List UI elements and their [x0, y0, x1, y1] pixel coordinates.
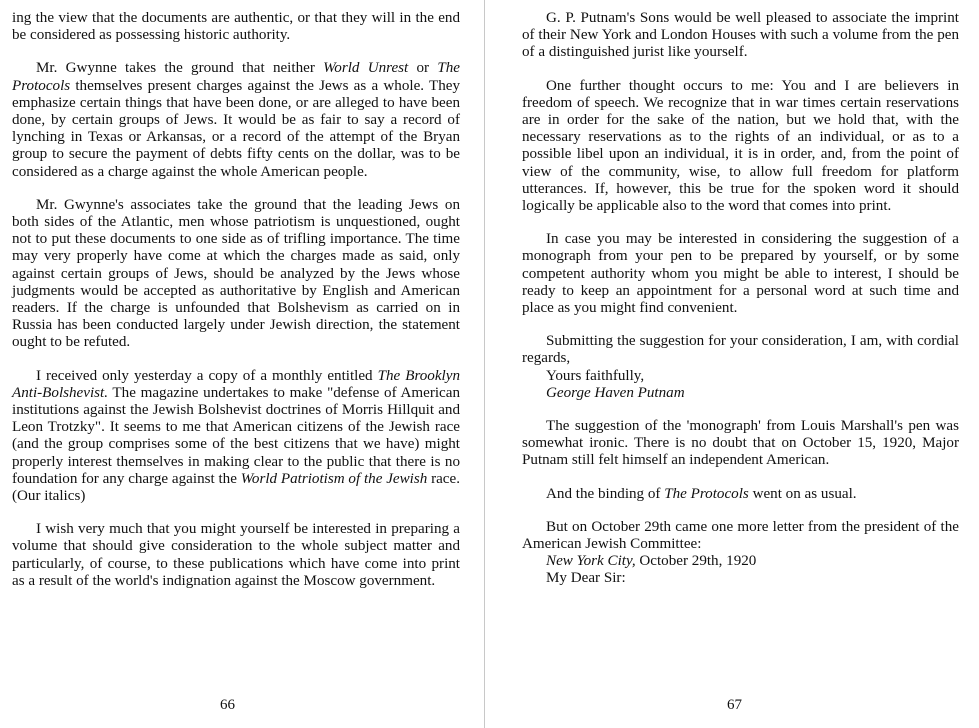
left-paragraph-3: Mr. Gwynne's associates take the ground that the leading Jews on both sides of the Atlantic, men whose patriotism is unquestioned, ought not to put these documents to one side as of trifling importance. The time may very properly have come at which the charges made as said, only against certain groups of Jews, should be analyzed by the Jews whose judgments would be accepted as authoritative by English and American readers. If the charge is unfounded that Bolshevism as carried on in Russia has been conducted largely under Jewish direction, the statement ought to be refuted. — [12, 196, 460, 351]
letter-salutation: My Dear Sir: — [546, 570, 626, 587]
right-page — [486, 0, 979, 728]
book-gutter — [484, 0, 485, 728]
right-paragraph-7: But on October 29th came one more letter from the president of the American Jewish Committee: — [522, 518, 959, 553]
page-number-right: 67 — [727, 697, 742, 713]
letter-dateline: New York City, October 29th, 1920 — [546, 553, 757, 570]
left-paragraph-4: I received only yesterday a copy of a monthly entitled The Brooklyn Anti-Bolshevist. The magazine undertakes to make "defense of American institutions against the Jewish Bolshevist doctrines of Morris Hillquit and Leon Trotzky". It seems to me that American citizens of the Jewish race (and the group comprises some of the best citizens that we have) might properly interest themselves in making clear to the public that there is no foundation for any charge against the World Patriotism of the Jewish race. (Our italics) — [12, 367, 460, 505]
right-paragraph-1: G. P. Putnam's Sons would be well pleased to associate the imprint of their New York and London Houses with such a volume from the pen of a distinguished jurist like yourself. — [522, 10, 959, 61]
right-paragraph-6: And the binding of The Protocols went on as usual. — [546, 485, 857, 502]
left-page — [0, 0, 484, 728]
letter-closing: Yours faithfully, — [546, 367, 645, 384]
page-number-left: 66 — [220, 697, 235, 713]
left-paragraph-1: ing the view that the documents are authentic, or that they will in the end be considered as possessing historic authority. — [12, 10, 460, 44]
left-paragraph-2: Mr. Gwynne takes the ground that neither World Unrest or The Protocols themselves present charges against the Jews as a whole. They emphasize certain things that have been done, or are alleged to have been done, by certain groups of Jews. It would be as fair to say a record of lynching in Texas or Arkansas, or a record of the attempt of the Bryan group to secure the payment of debts fifty cents on the dollar, was to be considered as a charge against the whole American people. — [12, 60, 460, 180]
right-paragraph-3: In case you may be interested in considering the suggestion of a monograph from your pen to be prepared by yourself, or by some competent authority whom you might be able to interest, I should be ready to keep an appointment for a personal word at such time and place as you might find convenient. — [522, 231, 959, 317]
right-paragraph-4: Submitting the suggestion for your consideration, I am, with cordial regards, — [522, 333, 959, 367]
left-paragraph-5: I wish very much that you might yourself be interested in preparing a volume that should give consideration to the whole subject matter and particularly, of course, to these publications which have come into print as a result of the world's indignation against the Moscow government. — [12, 521, 460, 589]
right-paragraph-5: The suggestion of the 'monograph' from Louis Marshall's pen was somewhat ironic. There is no doubt that on October 15, 1920, Major Putnam still felt himself an independent American. — [522, 418, 959, 469]
right-paragraph-2: One further thought occurs to me: You and I are believers in freedom of speech. We recognize that in war times certain reservations are in order for the sake of the nation, but we hold that, with the necessary reservations as to the rights of an individual, or as to a possible libel upon an individual, it is in order, and, from the point of view of the community, wise, to allow full freedom for platform utterances. If, however, this be true for the spoken word it should logically be applicable also to the word that comes into print. — [522, 77, 959, 215]
letter-signature: George Haven Putnam — [546, 384, 685, 401]
